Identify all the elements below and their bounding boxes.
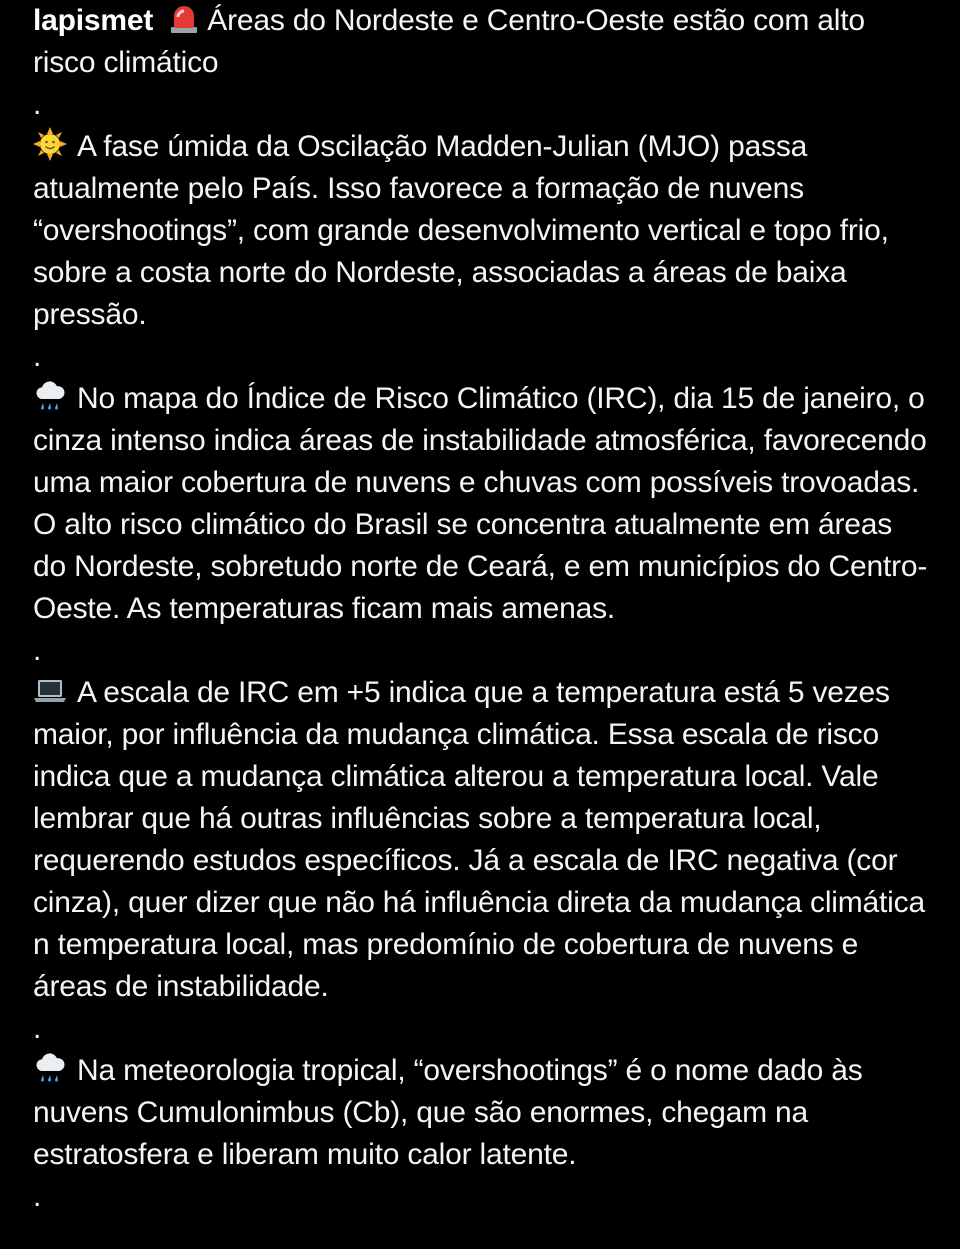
separator-dot: .: [33, 88, 42, 121]
paragraph-mjo: [33, 126, 933, 336]
police-light-icon: [167, 1, 201, 35]
paragraph-overshootings: [33, 1050, 933, 1176]
paragraph-irc-map: [33, 378, 933, 630]
separator-dot: .: [33, 1012, 42, 1045]
paragraph-text: Na meteorologia tropical, “overshootings” é o nome dado às nuvens Cumulonimbus (Cb), que são enormes, chegam na estratosfera e liberam muito calor latente.: [33, 1054, 863, 1171]
caption-header: [33, 0, 933, 84]
paragraph-text: A fase úmida da Oscilação Madden-Julian (MJO) passa atualmente pelo País. Isso favorece a formação de nuvens “overshootings”, com grande desenvolvimento vertical e topo frio, sobre a costa norte do Nordeste, associadas a áreas de baixa pressão.: [33, 130, 889, 331]
paragraph-irc-scale: [33, 672, 933, 1008]
separator-dot: .: [33, 340, 42, 373]
paragraph-text: No mapa do Índice de Risco Climático (IRC), dia 15 de janeiro, o cinza intenso indica áreas de instabilidade atmosférica, favorecendo uma maior cobertura de nuvens e chuvas com possíveis trovoadas. O alto risco climático do Brasil se concentra atualmente em áreas do Nordeste, sobretudo norte de Ceará, e em municípios do Centro-Oeste. As temperaturas ficam mais amenas.: [33, 382, 928, 625]
post-title: Áreas do Nordeste e Centro-Oeste estão com alto risco climático: [33, 4, 865, 79]
separator-dot: .: [33, 634, 42, 667]
sun-with-face-icon: [33, 127, 67, 161]
username-link[interactable]: lapismet: [33, 4, 154, 37]
separator-dot: .: [33, 1180, 42, 1213]
post-caption: [33, 0, 933, 1218]
rain-cloud-icon: [33, 379, 67, 413]
laptop-icon: [33, 673, 67, 707]
rain-cloud-icon: [33, 1051, 67, 1085]
paragraph-text: A escala de IRC em +5 indica que a temperatura está 5 vezes maior, por influência da mudança climática. Essa escala de risco indica que a mudança climática alterou a temperatura local. Vale lembrar que há outras influências sobre a temperatura local, requerendo estudos específicos. Já a escala de IRC negativa (cor cinza), quer dizer que não há influência direta da mudança climática n temperatura local, mas predomínio de cobertura de nuvens e áreas de instabilidade.: [33, 676, 925, 1003]
